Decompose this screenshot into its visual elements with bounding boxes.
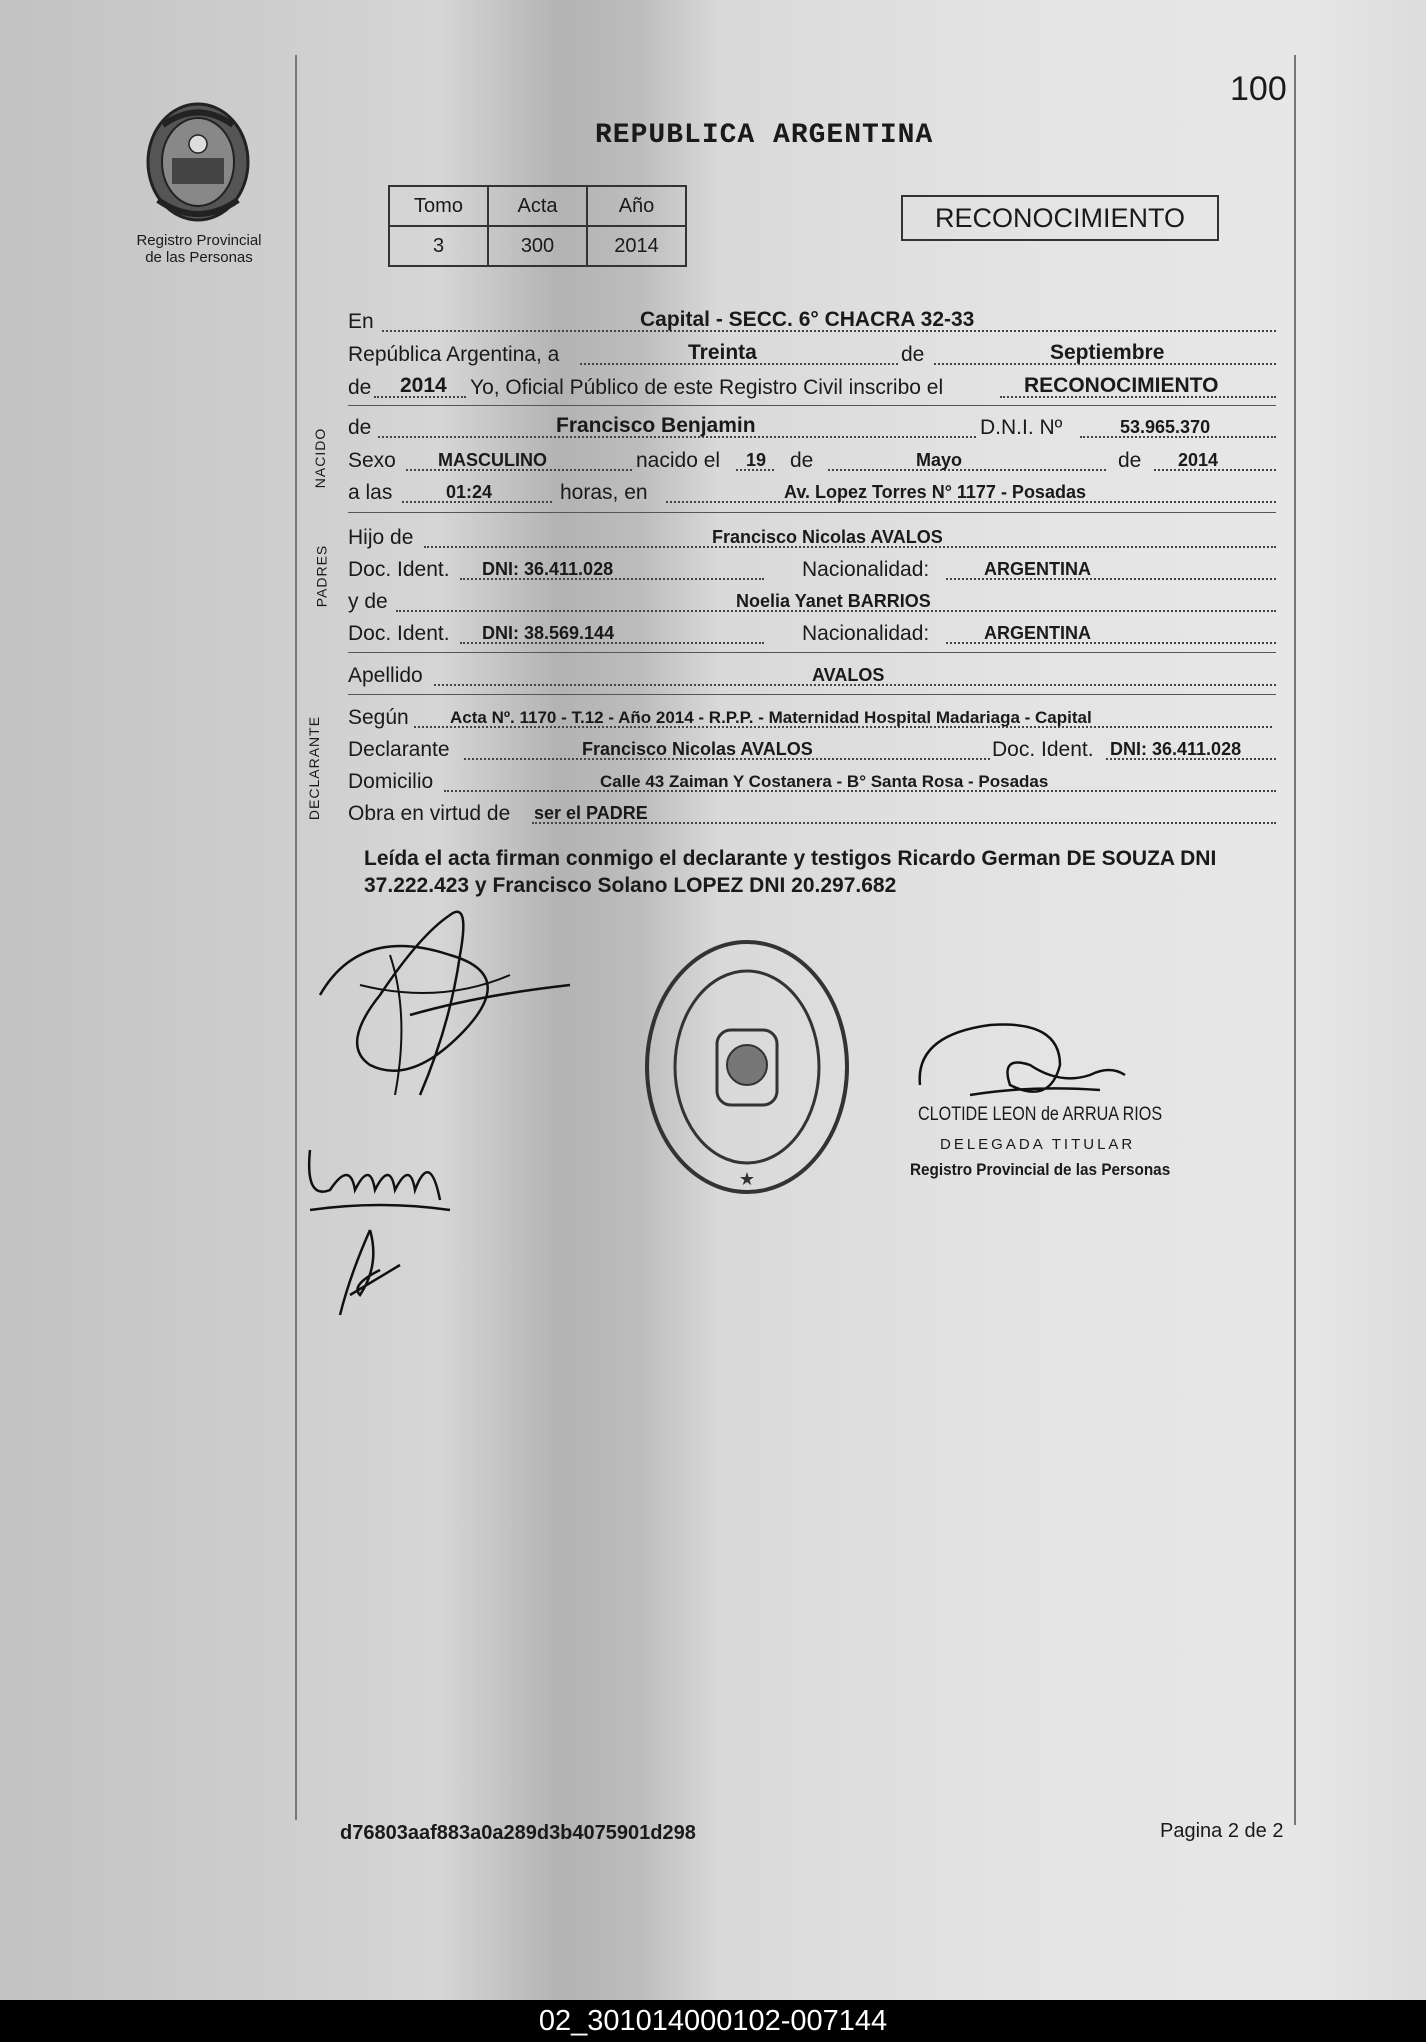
row-lugar: En Capital - SECC. 6° CHACRA 32-33 <box>348 306 1276 336</box>
field-declarante: Francisco Nicolas AVALOS <box>582 739 813 759</box>
field-domicilio: Calle 43 Zaiman Y Costanera - B° Santa Rosa - Posadas <box>600 772 1049 791</box>
row-virtud: Obra en virtud de ser el PADRE <box>348 798 1276 828</box>
delegate-org: Registro Provincial de las Personas <box>910 1160 1171 1179</box>
tomo-header: Tomo <box>389 186 488 226</box>
right-margin-rule <box>1294 55 1296 1825</box>
misiones-coat-of-arms-icon <box>138 100 258 230</box>
country-title: REPUBLICA ARGENTINA <box>595 120 934 151</box>
witness-signature-2 <box>330 1225 410 1320</box>
row-nacimiento: Sexo MASCULINO nacido el 19 de Mayo de 2014 <box>348 445 1276 475</box>
field-madre-nac: ARGENTINA <box>984 623 1091 643</box>
field-mes: Septiembre <box>1050 341 1165 364</box>
registry-seal-icon <box>640 935 855 1200</box>
field-dni: 53.965.370 <box>1120 417 1211 437</box>
row-madre: y de Noelia Yanet BARRIOS <box>348 586 1276 616</box>
field-padre: Francisco Nicolas AVALOS <box>712 527 943 547</box>
field-padre-nac: ARGENTINA <box>984 559 1091 579</box>
delegate-signature <box>910 1015 1130 1115</box>
side-label-padres: PADRES <box>313 544 330 608</box>
side-label-nacido: NACIDO <box>312 427 329 489</box>
svg-text:★: ★ <box>738 1169 756 1189</box>
field-acto: RECONOCIMIENTO <box>1024 374 1219 397</box>
row-apellido: Apellido AVALOS <box>348 660 1276 690</box>
row-padre: Hijo de Francisco Nicolas AVALOS <box>348 522 1276 552</box>
row-padre-doc: Doc. Ident. DNI: 36.411.028 Nacionalidad: ARGENTINA <box>348 554 1276 584</box>
delegate-name: CLOTIDE LEON de ARRUA RIOS <box>918 1104 1163 1125</box>
acta-value: 300 <box>488 226 587 266</box>
row-hora-lugar: a las 01:24 horas, en Av. Lopez Torres N° 1177 - Posadas <box>348 477 1276 507</box>
field-anio: 2014 <box>400 374 447 397</box>
field-sexo: MASCULINO <box>438 450 547 470</box>
field-nac-mes: Mayo <box>916 450 963 470</box>
field-segun: Acta Nº. 1170 - T.12 - Año 2014 - R.P.P. - Maternidad Hospital Madariaga - Capital <box>450 708 1092 727</box>
row-domicilio: Domicilio Calle 43 Zaiman Y Costanera - B° Santa Rosa - Posadas <box>348 766 1276 796</box>
side-label-declarante: DECLARANTE <box>306 715 323 821</box>
record-table <box>388 185 687 267</box>
page-number: 100 <box>1230 70 1287 108</box>
field-nombre: Francisco Benjamin <box>556 414 756 437</box>
witness-signature-1 <box>300 1120 460 1220</box>
declarant-signature <box>300 895 590 1135</box>
field-lugar-nac: Av. Lopez Torres N° 1177 - Posadas <box>784 482 1086 502</box>
acta-header: Acta <box>488 186 587 226</box>
field-nac-dia: 19 <box>746 450 767 470</box>
field-lugar: Capital - SECC. 6° CHACRA 32-33 <box>640 308 975 331</box>
delegate-title: DELEGADA TITULAR <box>940 1136 1136 1153</box>
registry-caption: Registro Provincial de las Personas <box>136 232 262 266</box>
row-inscripcion: de 2014 Yo, Oficial Público de este Registro Civil inscribo el RECONOCIMIENTO <box>348 372 1276 402</box>
page-indicator: Pagina 2 de 2 <box>1160 1820 1284 1842</box>
row-fecha: República Argentina, a Treinta de Septiembre <box>348 339 1276 369</box>
row-nombre: de Francisco Benjamin D.N.I. Nº 53.965.370 <box>348 412 1276 442</box>
row-madre-doc: Doc. Ident. DNI: 38.569.144 Nacionalidad: ARGENTINA <box>348 618 1276 648</box>
anio-value: 2014 <box>587 226 686 266</box>
left-margin-rule <box>295 55 297 1820</box>
field-dia: Treinta <box>688 341 757 364</box>
document-type-box: RECONOCIMIENTO <box>901 195 1219 241</box>
document-hash: d76803aaf883a0a289d3b4075901d298 <box>340 1822 696 1844</box>
field-hora: 01:24 <box>446 482 493 502</box>
tomo-value: 3 <box>389 226 488 266</box>
field-nac-anio: 2014 <box>1178 450 1219 470</box>
file-id-bar: 02_301014000102-007144 <box>0 2000 1426 2042</box>
closing-statement: Leída el acta firman conmigo el declarante y testigos Ricardo German DE SOUZA DNI 37.222.423 y Francisco Solano LOPEZ DNI 20.297.682 <box>364 847 1217 897</box>
field-madre-doc: DNI: 38.569.144 <box>482 623 615 643</box>
row-declarante: Declarante Francisco Nicolas AVALOS Doc. Ident. DNI: 36.411.028 <box>348 734 1276 764</box>
anio-header: Año <box>587 186 686 226</box>
field-apellido: AVALOS <box>812 665 885 685</box>
field-madre: Noelia Yanet BARRIOS <box>736 591 931 611</box>
field-virtud: ser el PADRE <box>534 803 648 823</box>
field-padre-doc: DNI: 36.411.028 <box>482 559 614 579</box>
field-declarante-doc: DNI: 36.411.028 <box>1110 739 1242 759</box>
row-segun: Según Acta Nº. 1170 - T.12 - Año 2014 - R.P.P. - Maternidad Hospital Madariaga - Capital <box>348 702 1276 732</box>
